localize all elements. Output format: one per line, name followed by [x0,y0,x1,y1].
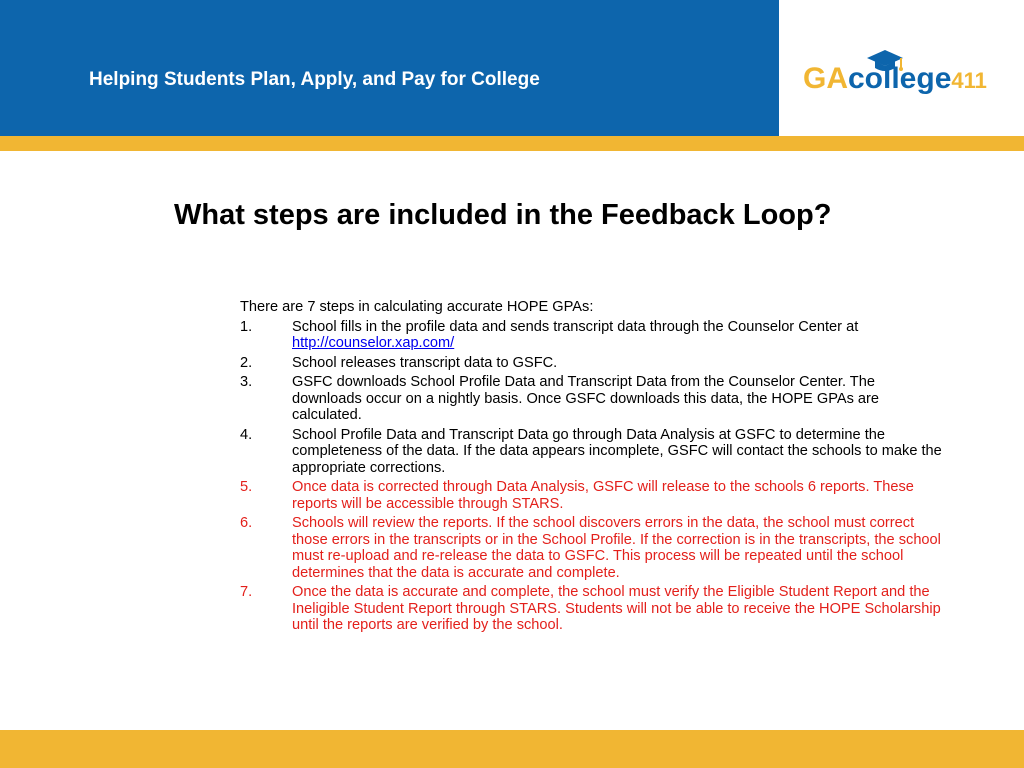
step-7 [240,584,945,634]
step-number: 3. [240,374,253,390]
step-text: Once the data is accurate and complete, the school must verify the Eligible Student Report and the Ineligible Student Report through STARS. Students will not be able to receive the HOPE Scholarship until the reports are verified by the school. [292,584,941,633]
step-number: 4. [240,426,253,443]
intro-text: There are 7 steps in calculating accurate HOPE GPAs: [240,299,594,315]
step-5 [240,479,945,512]
header-banner [0,0,779,136]
logo-ga: GA [803,62,848,95]
step-1 [240,319,945,352]
bottom-gold-bar [0,730,1024,768]
step-text [292,319,945,352]
logo-college: college [848,62,952,95]
slide-content [240,299,945,637]
step-text: GSFC downloads School Profile Data and Transcript Data from the Counselor Center. The downloads occur on a nightly basis. Once GSFC downloads this data, the HOPE GPAs are calculated. [292,374,880,423]
step-number: 6. [240,515,253,531]
header-title: Helping Students Plan, Apply, and Pay for College [89,69,540,90]
step-number: 1. [240,318,253,335]
gacollege411-logo [803,48,999,104]
step-text: Schools will review the reports. If the school discovers errors in the data, the school must correct those errors in the transcripts or in the School Profile. If the correction is in the transcripts, the school must re-upload and re-release the data to GSFC. This process will be repeated until the school determines that the data is accurate and complete. [292,515,941,581]
step-text: School Profile Data and Transcript Data go through Data Analysis at GSFC to determine the completeness of the data. If the data appears incomplete, GSFC will contact the schools to make the appropriate corrections. [292,426,942,476]
step-number: 5. [240,479,253,495]
step-number: 2. [240,354,253,371]
top-gold-bar [0,136,1024,151]
step-text-body: School fills in the profile data and sends transcript data through the Counselor Center at [292,318,859,335]
step-3 [240,374,945,424]
logo-411: 411 [951,68,987,93]
step-text: School releases transcript data to GSFC. [292,354,558,371]
step-2 [240,355,945,372]
step-6 [240,515,945,581]
step-number: 7. [240,584,253,600]
step-4 [240,427,945,477]
logo-text [803,62,987,96]
step-text: Once data is corrected through Data Analysis, GSFC will release to the schools 6 reports. These reports will be accessible through STARS. [292,479,914,512]
counselor-center-link[interactable]: http://counselor.xap.com/ [292,335,455,351]
slide-title: What steps are included in the Feedback Loop? [174,199,832,231]
